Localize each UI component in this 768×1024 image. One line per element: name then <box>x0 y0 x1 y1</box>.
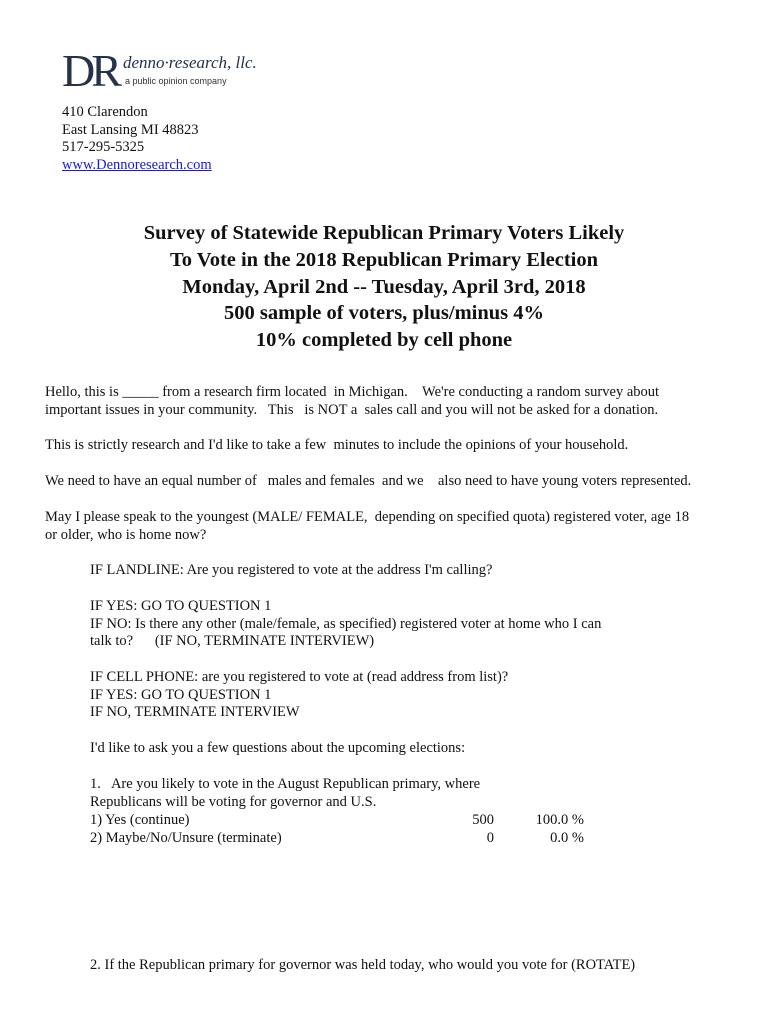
landline-question: IF LANDLINE: Are you registered to vote at the address I'm calling? <box>90 562 493 578</box>
answer-row <box>90 812 610 830</box>
question-2 <box>90 957 730 975</box>
question-2-text: 2. If the Republican primary for governor was held today, who would you vote for (ROTATE) <box>90 957 636 973</box>
cell-screen <box>90 669 730 722</box>
answer-label: 2) Maybe/No/Unsure (terminate) <box>90 830 282 846</box>
answer-label: 1) Yes (continue) <box>90 812 190 828</box>
research-line: This is strictly research and I'd like to take a few minutes to include the opinions of your household. <box>45 437 629 453</box>
landline-routing <box>90 598 730 651</box>
address-city: East Lansing MI 48823 <box>62 121 199 138</box>
question-1 <box>90 776 730 811</box>
address-street: 410 Clarendon <box>62 104 148 120</box>
survey-title <box>0 220 768 354</box>
landline-yes-route: IF YES: GO TO QUESTION 1 <box>90 598 272 614</box>
question-1-line-1: 1. Are you likely to vote in the August Republican primary, where <box>90 776 481 792</box>
landline-screen <box>90 562 730 580</box>
answer-count: 500 <box>472 812 494 828</box>
title-line-3: Monday, April 2nd -- Tuesday, April 3rd, 2018 <box>182 275 586 298</box>
lead-in <box>90 740 730 758</box>
title-line-2: To Vote in the 2018 Republican Primary Election <box>169 248 599 271</box>
request-line-2: or older, who is home now? <box>45 526 207 543</box>
answer-percent: 100.0 % <box>535 812 584 828</box>
quota-paragraph <box>45 473 745 491</box>
title-line-4: 500 sample of voters, plus/minus 4% <box>223 302 545 325</box>
website-link[interactable]: www.Dennoresearch.com <box>62 156 212 173</box>
logo-tagline: a public opinion company <box>125 76 227 86</box>
contact-address-block <box>62 104 212 174</box>
intro-paragraph <box>45 384 745 419</box>
cell-question: IF CELL PHONE: are you registered to vote at (read address from list)? <box>90 669 509 685</box>
research-paragraph <box>45 437 745 455</box>
answer-count: 0 <box>486 830 494 846</box>
respondent-request-paragraph <box>45 509 745 544</box>
company-logo <box>62 45 262 98</box>
title-line-5: 10% completed by cell phone <box>255 329 513 352</box>
answer-row <box>90 830 610 848</box>
cell-yes-route: IF YES: GO TO QUESTION 1 <box>90 686 272 703</box>
logo-company-name: denno·research, llc. <box>123 53 257 72</box>
quota-line: We need to have an equal number of males and females and we also need to have young voters represented. <box>45 473 692 489</box>
landline-no-route-2: talk to? (IF NO, TERMINATE INTERVIEW) <box>90 633 375 649</box>
title-line-1: Survey of Statewide Republican Primary Voters Likely <box>143 222 625 244</box>
intro-line-2: important issues in your community. This is NOT a sales call and you will not be asked for a donation. <box>45 401 659 418</box>
landline-no-route-1: IF NO: Is there any other (male/female, as specified) registered voter at home who I can <box>90 615 602 632</box>
request-line-1: May I please speak to the youngest (MALE/ FEMALE, depending on specified quota) registered voter, age 18 <box>45 509 690 525</box>
cell-no-route: IF NO, TERMINATE INTERVIEW <box>90 704 300 720</box>
intro-line-1: Hello, this is _____ from a research firm located in Michigan. We're conducting a random survey about <box>45 384 660 400</box>
answer-percent: 0.0 % <box>550 830 584 846</box>
lead-in-text: I'd like to ask you a few questions about the upcoming elections: <box>90 740 466 756</box>
logo-monogram: DR <box>62 45 118 96</box>
contact-phone: 517-295-5325 <box>62 139 145 155</box>
question-1-line-2: Republicans will be voting for governor and U.S. <box>90 793 377 810</box>
